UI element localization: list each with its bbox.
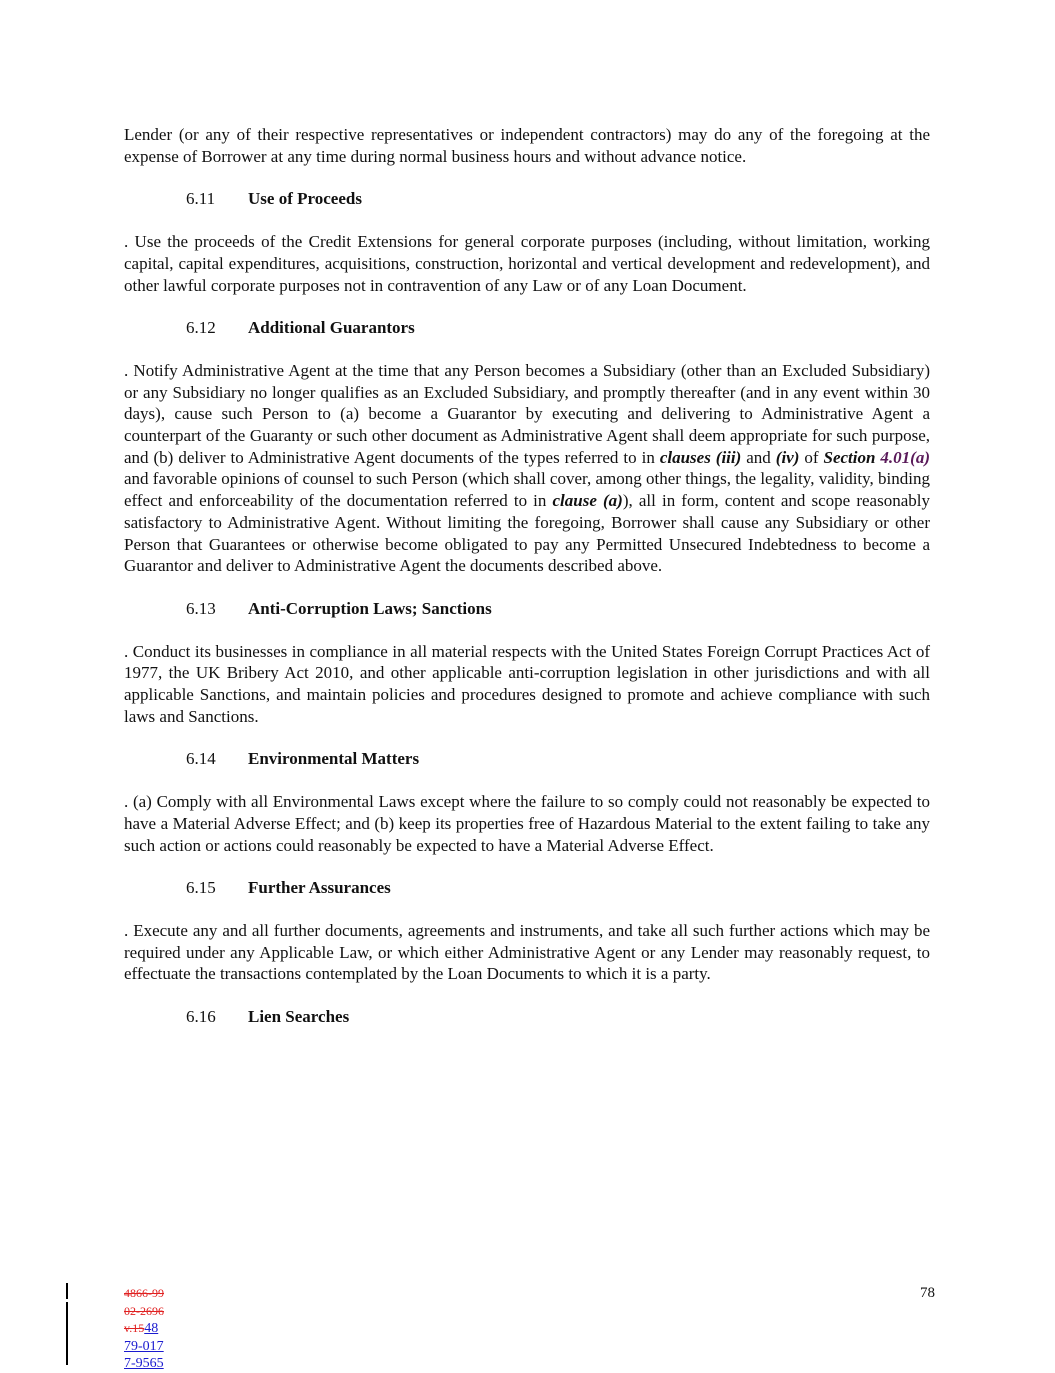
section-heading-6-16: 6.16 Lien Searches: [186, 1007, 350, 1027]
section-heading-6-11: 6.11 Use of Proceeds: [186, 189, 362, 209]
section-link[interactable]: 4.01(a): [880, 447, 930, 467]
clause-ref: clause (a): [552, 491, 623, 511]
clause-ref: (iv): [775, 447, 800, 467]
section-body-6-12: . Notify Administrative Agent at the time that any Person becomes a Subsidiary (other than an Excluded Subsidiary) or any Subsidiary no longer qualifies as an Excluded Subsidiary, and promptly thereafter (and in any event within 30 days), cause such Person to (a) become a Guarantor by executing and delivering to Administrative Agent a counterpart of the Guaranty or such other document as Administrative Agent shall deem appropriate for such purpose, and (b) deliver to Administrative Agent documents of the types referred to in clauses (iii) and (iv) of Section 4.01(a) and favorable opinions of counsel to such Person (which shall cover, among other things, the legality, validity, binding effect and enforceability of the documentation referred to in clause (a)), all in form, content and scope reasonably satisfactory to Administrative Agent. Without limiting the foregoing, Borrower shall cause any Subsidiary or other Person that Guarantees or otherwise become obligated to pay any Permitted Unsecured Indebtedness to become a Guarantor and deliver to Administrative Agent the documents described above.: [124, 360, 930, 576]
section-body-6-15: . Execute any and all further documents, agreements and instruments, and take all such further actions which may be required under any Applicable Law, or which either Administrative Agent or any Lender may reasonably request, to effectuate the transactions contemplated by the Loan Documents to which it is a party.: [124, 920, 930, 984]
page-number: 78: [920, 1285, 935, 1301]
document-page: [124, 124, 930, 1049]
section-heading-6-14: 6.14 Environmental Matters: [186, 749, 420, 769]
clause-ref: clauses (iii): [659, 447, 742, 467]
change-bar: [66, 1283, 68, 1299]
section-heading-6-12: 6.12 Additional Guarantors: [186, 318, 415, 338]
section-heading-6-13: 6.13 Anti-Corruption Laws; Sanctions: [186, 598, 492, 618]
section-body-6-11: . Use the proceeds of the Credit Extensions for general corporate purposes (including, without limitation, working capital, capital expenditures, acquisitions, construction, horizontal and vertical development and redevelopment), and other lawful corporate purposes not in contravention of any Law or of any Loan Document.: [124, 232, 930, 295]
change-bar: [66, 1302, 68, 1365]
section-body-6-14: . (a) Comply with all Environmental Laws except where the failure to so comply could not reasonably be expected to have a Material Adverse Effect; and (b) keep its properties free of Hazardous Material to the extent failing to take any such action or actions could reasonably be expected to have a Material Adverse Effect.: [124, 792, 930, 855]
section-heading-6-15: 6.15 Further Assurances: [186, 878, 391, 898]
section-body-6-13: . Conduct its businesses in compliance in all material respects with the United States Foreign Corrupt Practices Act of 1977, the UK Bribery Act 2010, and other applicable anti-corruption legislation in other jurisdictions and with all applicable Sanctions, and maintain policies and procedures designed to promote and achieve compliance with such laws and Sanctions.: [124, 641, 930, 726]
intro-paragraph: Lender (or any of their respective representatives or independent contractors) may do any of the foregoing at the expense of Borrower at any time during normal business hours and without advance notice.: [124, 125, 930, 166]
document-code: 4866-99 02-2696 v.1548 79-017 7-9565: [124, 1286, 164, 1371]
